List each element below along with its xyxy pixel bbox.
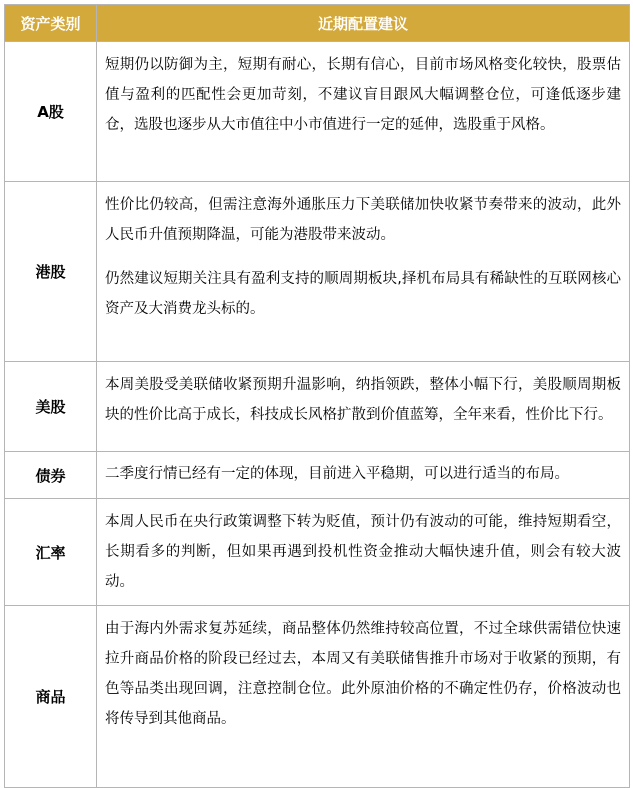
table-row-commodities [5, 606, 630, 788]
advice-paragraph: 短期仍以防御为主，短期有耐心，长期有信心，目前市场风格变化较快，股票估值与盈利的匹配性会更加苛刻，不建议盲目跟风大幅调整仓位，可逢低逐步建仓，选股也逐步从大市值往中小市值进行一定的延伸，选股重于风格。 [105, 57, 621, 133]
category-a-shares: A股 [5, 42, 97, 182]
advice-hk-shares [97, 182, 630, 362]
advice-commodities [97, 606, 630, 788]
advice-fx [97, 499, 630, 606]
advice-paragraph: 二季度行情已经有一定的体现，目前进入平稳期，可以进行适当的布局。 [105, 466, 569, 482]
header-asset-class: 资产类别 [5, 5, 97, 42]
header-recommendation: 近期配置建议 [97, 5, 630, 42]
table-header-row [5, 5, 630, 42]
asset-allocation-table [4, 4, 630, 788]
category-hk-shares: 港股 [5, 182, 97, 362]
category-bonds: 债券 [5, 452, 97, 499]
advice-a-shares [97, 42, 630, 182]
table-row-a-shares [5, 42, 630, 182]
advice-paragraph: 本周人民币在央行政策调整下转为贬值，预计仍有波动的可能，维持短期看空，长期看多的判断，但如果再遇到投机性资金推动大幅快速升值，则会有较大波动。 [105, 514, 621, 590]
advice-paragraph: 性价比仍较高，但需注意海外通胀压力下美联储加快收紧节奏带来的波动，此外人民币升值预期降温，可能为港股带来波动。 [105, 197, 621, 243]
advice-paragraph: 仍然建议短期关注具有盈利支持的顺周期板块,择机布局具有稀缺性的互联网核心资产及大消费龙头标的。 [105, 271, 621, 317]
category-us-shares: 美股 [5, 362, 97, 452]
advice-us-shares [97, 362, 630, 452]
advice-paragraph: 本周美股受美联储收紧预期升温影响，纳指领跌，整体小幅下行，美股顺周期板块的性价比高于成长，科技成长风格扩散到价值蓝筹，全年来看，性价比下行。 [105, 377, 621, 423]
advice-bonds [97, 452, 630, 499]
category-commodities: 商品 [5, 606, 97, 788]
table-row-fx [5, 499, 630, 606]
category-fx: 汇率 [5, 499, 97, 606]
advice-paragraph: 由于海内外需求复苏延续，商品整体仍然维持较高位置，不过全球供需错位快速拉升商品价格的阶段已经过去，本周又有美联储售推升市场对于收紧的预期，有色等品类出现回调，注意控制仓位。此外原油价格的不确定性仍存，价格波动也将传导到其他商品。 [105, 621, 621, 727]
table-row-bonds [5, 452, 630, 499]
table-row-hk-shares [5, 182, 630, 362]
table-row-us-shares [5, 362, 630, 452]
